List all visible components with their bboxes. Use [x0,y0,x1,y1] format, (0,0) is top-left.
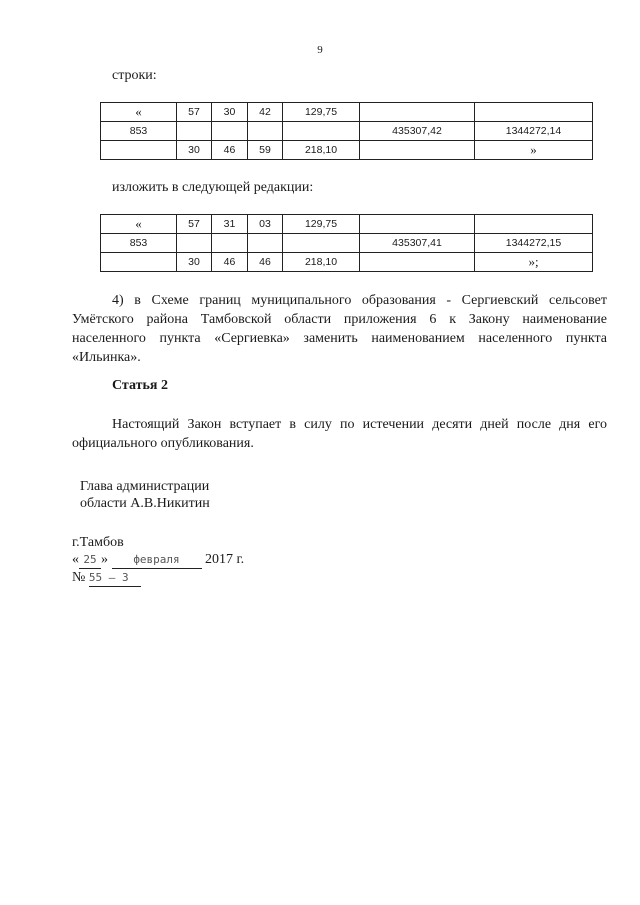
article-text-body: Настоящий Закон вступает в силу по истечении десяти дней после дня его официального опубликования. [72,417,607,451]
city: г.Тамбов [72,535,124,550]
table-cell: 218,10 [283,141,360,160]
table-cell: 46 [248,253,283,272]
date-open-quote: « [72,552,79,567]
table-cell: 46 [212,253,248,272]
table-cell [248,234,283,253]
label-rows: строки: [112,68,157,83]
table-cell [360,215,475,234]
table-cell: 42 [248,103,283,122]
table-cell: 03 [248,215,283,234]
table-cell [360,253,475,272]
document-number: 55 – 3 [89,569,141,587]
table-cell [212,234,248,253]
number-line [72,569,244,587]
table-cell: 57 [177,215,212,234]
date-close-quote: » [101,552,108,567]
place-date-block [72,534,244,587]
table-cell: 1344272,15 [475,234,593,253]
table-row [101,103,593,122]
table-row [101,141,593,160]
table-row [101,122,593,141]
table-cell: 853 [101,234,177,253]
table-cell [475,103,593,122]
table-cell [177,234,212,253]
signature-name: области А.В.Никитин [80,496,210,511]
table-cell [360,103,475,122]
table-row [101,253,593,272]
table-cell: 129,75 [283,215,360,234]
table-cell: 46 [212,141,248,160]
table-cell: « [101,215,177,234]
table-cell: 31 [212,215,248,234]
table-cell: 59 [248,141,283,160]
table-cell: 57 [177,103,212,122]
table-cell: »; [475,253,593,272]
table-cell: 129,75 [283,103,360,122]
table-cell [475,215,593,234]
article-text [72,415,607,453]
number-prefix: № [72,570,86,585]
table-cell [101,253,177,272]
table-cell [101,141,177,160]
table-old [100,102,593,160]
table-cell [283,122,360,141]
table-cell: » [475,141,593,160]
table-cell: 30 [177,141,212,160]
table-row [101,215,593,234]
article-heading: Статья 2 [112,378,168,393]
table-cell [248,122,283,141]
page-number: 9 [317,44,323,56]
label-new-edition: изложить в следующей редакции: [112,180,314,195]
table-cell [360,141,475,160]
paragraph-item-4 [72,291,607,367]
table-cell [212,122,248,141]
table-cell: 30 [177,253,212,272]
table-cell: 853 [101,122,177,141]
table-cell: 30 [212,103,248,122]
date-month: февраля [112,551,202,569]
table-cell: 435307,42 [360,122,475,141]
table-cell: 1344272,14 [475,122,593,141]
table-cell [177,122,212,141]
date-day: 25 [79,551,101,569]
date-year: 2017 г. [205,552,245,567]
table-cell: 218,10 [283,253,360,272]
table-new [100,214,593,272]
signature-block [80,478,210,512]
paragraph-item-4-text: 4) в Схеме границ муниципального образования - Сергиевский сельсовет Умётского района Тамбовской области приложения 6 к Закону наименование населенного пункта «Сергиевка» заменить наименованием населенного пункта «Ильинка». [72,293,607,365]
table-cell: 435307,41 [360,234,475,253]
table-row [101,234,593,253]
table-cell [283,234,360,253]
signature-title: Глава администрации [80,479,210,494]
table-cell: « [101,103,177,122]
date-line [72,551,244,569]
